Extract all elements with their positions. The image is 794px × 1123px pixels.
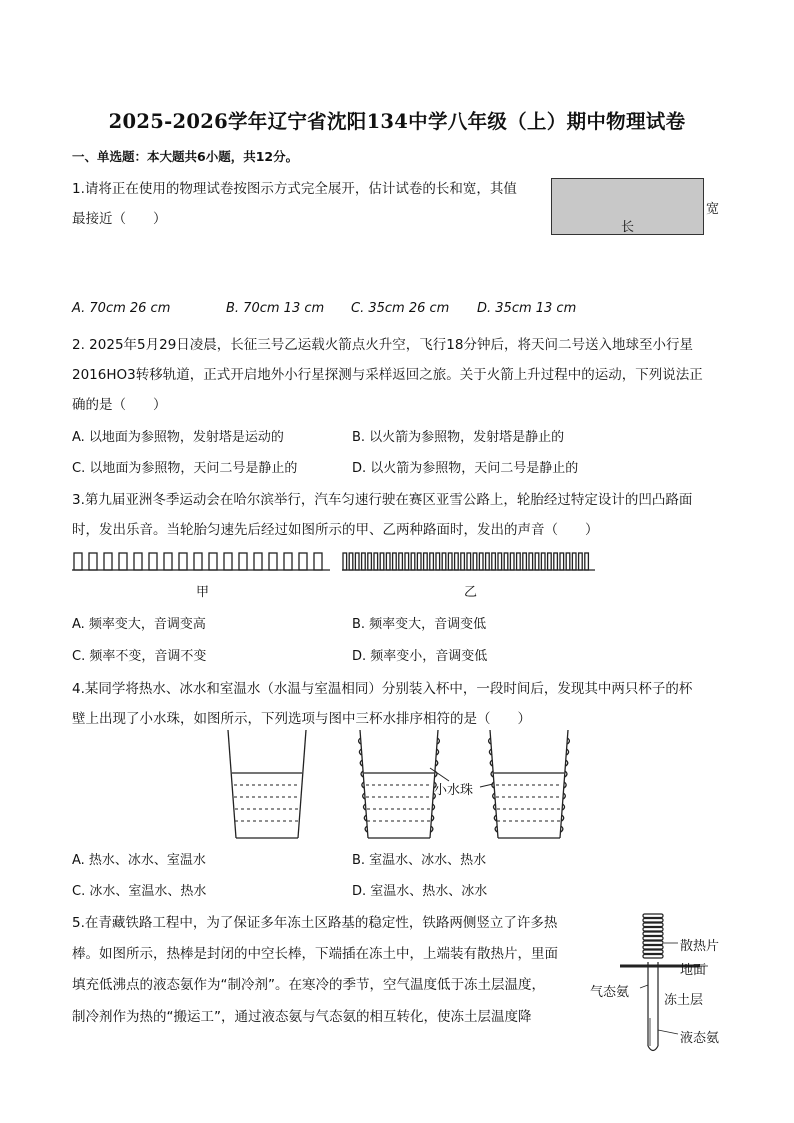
road-b-label: 乙 bbox=[464, 585, 478, 600]
q5-text-line-4: 制冷剂作为热的“搬运工”，通过液态氨与气态氨的相互转化，使冻土层温度降 bbox=[72, 1009, 532, 1025]
q3-text-line-2: 时，发出乐音。当轮胎匀速先后经过如图所示的甲、乙两种路面时，发出的声音（ ） bbox=[72, 522, 599, 538]
q2-option-c[interactable]: C. 以地面为参照物，天问二号是静止的 bbox=[72, 461, 298, 476]
heat-fin bbox=[643, 946, 663, 950]
q4-option-d[interactable]: D. 室温水、热水、冰水 bbox=[352, 884, 488, 899]
heat-fin bbox=[643, 923, 663, 927]
q3-option-c[interactable]: C. 频率不变，音调不变 bbox=[72, 649, 207, 664]
q5-text-line-1: 5.在青藏铁路工程中，为了保证多年冻土区路基的稳定性，铁路两侧竖立了许多热 bbox=[72, 915, 558, 931]
q4-option-a[interactable]: A. 热水、冰水、室温水 bbox=[72, 853, 206, 868]
q3-text-line-1: 3.第九届亚洲冬季运动会在哈尔滨举行，汽车匀速行驶在赛区亚雪公路上，轮胎经过特定设计的凹凸路面 bbox=[72, 492, 693, 508]
q2-text-line-2: 2016HO3转移轨道，正式开启地外小行星探测与采样返回之旅。关于火箭上升过程中的运动，下列说法正 bbox=[72, 367, 703, 383]
q3-option-d[interactable]: D. 频率变小，音调变低 bbox=[352, 649, 488, 664]
q4-option-b[interactable]: B. 室温水、冰水、热水 bbox=[352, 853, 487, 868]
frozen-soil-label: 冻土层 bbox=[664, 993, 704, 1008]
q1-option-c[interactable]: C. 35cm 26 cm bbox=[351, 301, 450, 316]
gas-ammonia-label: 气态氨 bbox=[590, 985, 630, 1000]
q1-length-label: 长 bbox=[621, 220, 635, 235]
q3-option-b[interactable]: B. 频率变大，音调变低 bbox=[352, 617, 487, 632]
q2-option-d[interactable]: D. 以火箭为参照物，天问二号是静止的 bbox=[352, 461, 579, 476]
q4-option-c[interactable]: C. 冰水、室温水、热水 bbox=[72, 884, 207, 899]
heat-fin bbox=[643, 919, 663, 923]
heat-fin bbox=[643, 950, 663, 954]
ground-label: 地面 bbox=[680, 963, 707, 978]
q1-text-line-2: 最接近（ ） bbox=[72, 211, 167, 227]
q1-width-label: 宽 bbox=[706, 202, 720, 217]
q1-option-a[interactable]: A. 70cm 26 cm bbox=[72, 301, 171, 316]
heat-fin bbox=[643, 955, 663, 959]
q3-option-a[interactable]: A. 频率变大，音调变高 bbox=[72, 617, 206, 632]
road-a-label: 甲 bbox=[196, 585, 210, 600]
q2-text-line-3: 确的是（ ） bbox=[72, 397, 167, 413]
q1-option-b[interactable]: B. 70cm 13 cm bbox=[226, 301, 325, 316]
q1-text-line-1: 1.请将正在使用的物理试卷按图示方式完全展开，估计试卷的长和宽，其值 bbox=[72, 181, 517, 197]
q2-text-line-1: 2. 2025年5月29日凌晨，长征三号乙运载火箭点火升空，飞行18分钟后，将天问二号送入地球至小行星 bbox=[72, 337, 693, 353]
q2-option-b[interactable]: B. 以火箭为参照物，发射塔是静止的 bbox=[352, 430, 565, 445]
heat-fin bbox=[643, 914, 663, 918]
liquid-ammonia-label: 液态氨 bbox=[680, 1031, 720, 1046]
page-title: 2025-2026学年辽宁省沈阳134中学八年级（上）期中物理试卷 bbox=[108, 110, 686, 133]
heat-fin bbox=[643, 932, 663, 936]
fins-label: 散热片 bbox=[680, 939, 720, 954]
q1-option-d[interactable]: D. 35cm 13 cm bbox=[477, 301, 577, 316]
q4-text-line-1: 4.某同学将热水、冰水和室温水（水温与室温相同）分别装入杯中，一段时间后，发现其中两只杯子的杯 bbox=[72, 681, 693, 697]
water-droplets-label: 小水珠 bbox=[434, 783, 474, 798]
heat-fin bbox=[643, 928, 663, 932]
q2-option-a[interactable]: A. 以地面为参照物，发射塔是运动的 bbox=[72, 430, 284, 445]
section-heading: 一、单选题：本大题共6小题，共12分。 bbox=[72, 149, 299, 164]
heat-fin bbox=[643, 941, 663, 945]
heat-fins bbox=[643, 914, 663, 958]
q4-text-line-2: 壁上出现了小水珠，如图所示，下列选项与图中三杯水排序相符的是（ ） bbox=[72, 711, 531, 727]
q5-text-line-3: 填充低沸点的液态氨作为“制冷剂”。在寒冷的季节，空气温度低于冻土层温度， bbox=[72, 977, 545, 993]
q5-text-line-2: 棒。如图所示，热棒是封闭的中空长棒，下端插在冻土中，上端装有散热片，里面 bbox=[72, 946, 558, 962]
heat-fin bbox=[643, 937, 663, 941]
